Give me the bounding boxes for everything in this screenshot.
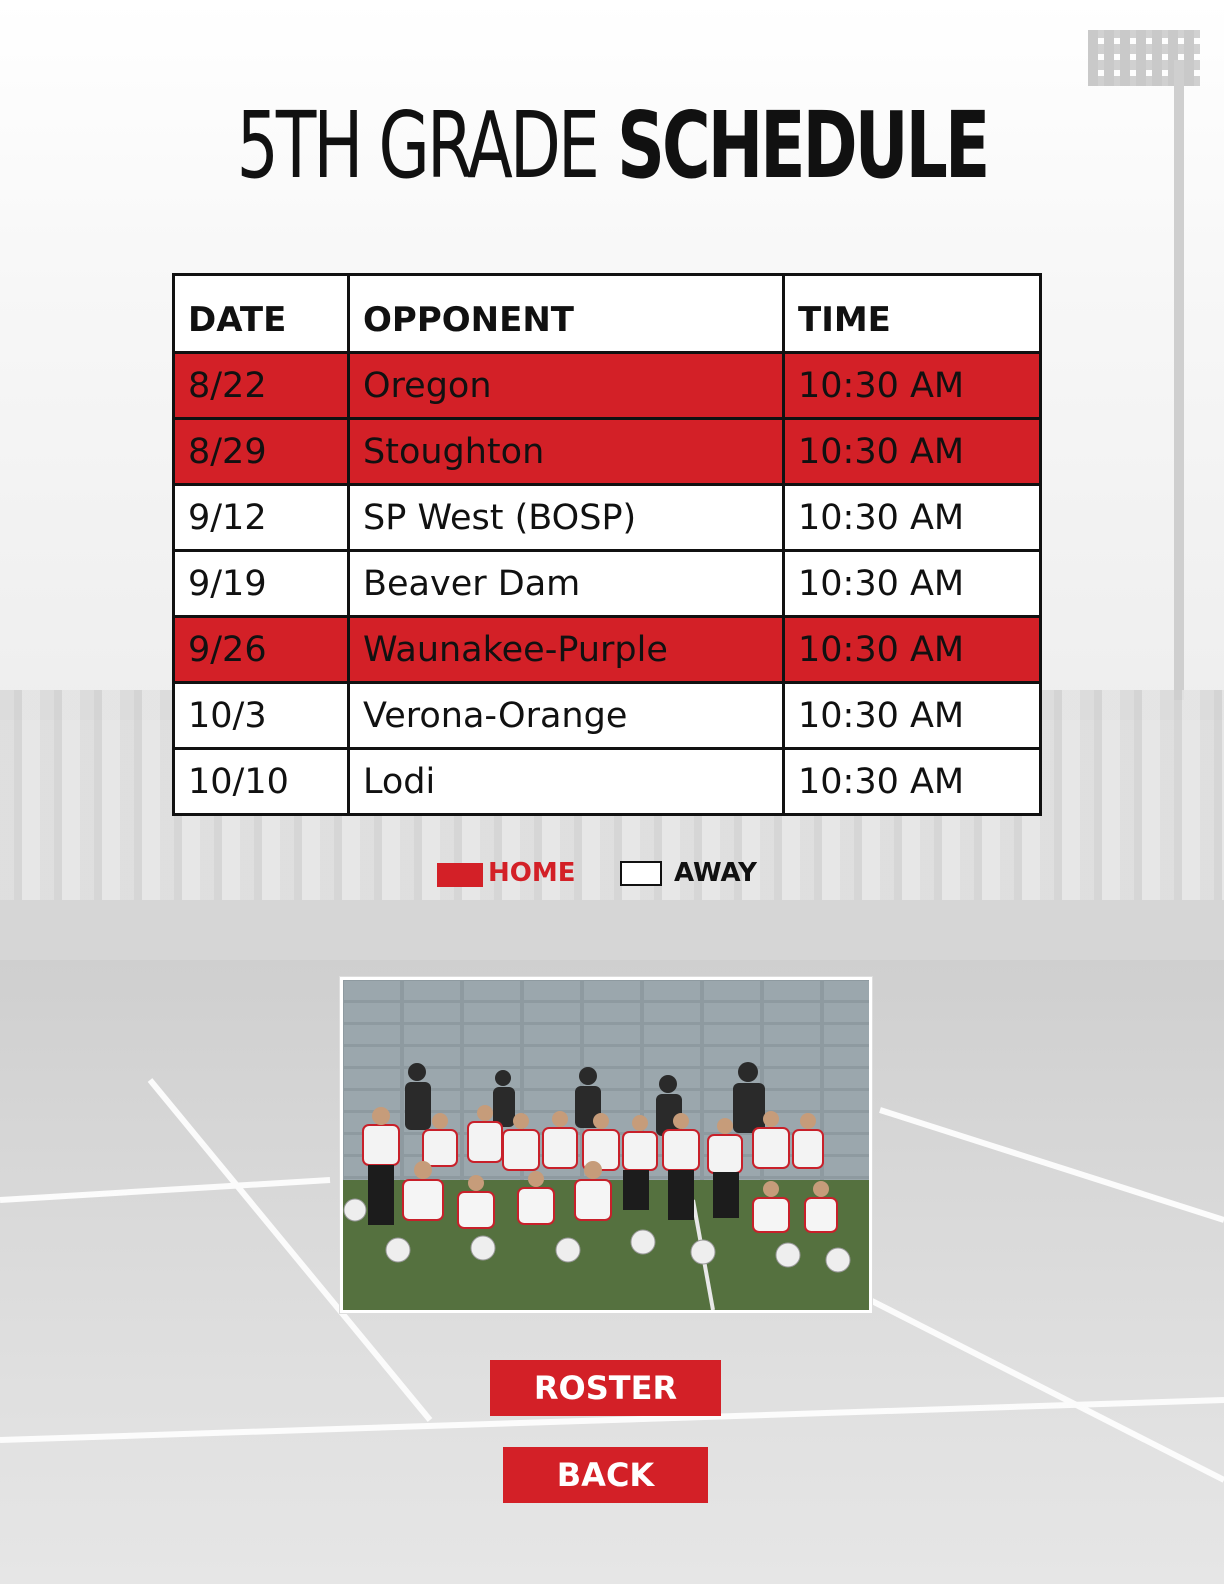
table-row <box>174 551 1041 617</box>
schedule-table <box>172 273 1042 816</box>
cell-opponent: Stoughton <box>349 419 784 485</box>
cell-date: 9/19 <box>174 551 349 617</box>
header-opponent: OPPONENT <box>349 275 784 353</box>
light-pole <box>1174 60 1184 700</box>
cell-opponent: Lodi <box>349 749 784 815</box>
cell-time: 10:30 AM <box>784 419 1041 485</box>
page-title <box>171 92 1052 199</box>
cell-date: 9/26 <box>174 617 349 683</box>
cell-time: 10:30 AM <box>784 683 1041 749</box>
home-swatch <box>437 863 483 887</box>
table-row <box>174 683 1041 749</box>
cell-date: 9/12 <box>174 485 349 551</box>
table-row <box>174 749 1041 815</box>
table-header-row <box>174 275 1041 353</box>
legend <box>0 858 1224 892</box>
cell-time: 10:30 AM <box>784 749 1041 815</box>
header-time: TIME <box>784 275 1041 353</box>
roster-button[interactable]: ROSTER <box>490 1360 721 1416</box>
back-button[interactable]: BACK <box>503 1447 708 1503</box>
table-row <box>174 617 1041 683</box>
cell-date: 10/3 <box>174 683 349 749</box>
cell-date: 10/10 <box>174 749 349 815</box>
cell-time: 10:30 AM <box>784 551 1041 617</box>
legend-home-label: HOME <box>488 858 576 888</box>
cell-opponent: Waunakee-Purple <box>349 617 784 683</box>
cell-time: 10:30 AM <box>784 617 1041 683</box>
title-bold: SCHEDULE <box>617 92 988 199</box>
cell-opponent: Verona-Orange <box>349 683 784 749</box>
cell-opponent: SP West (BOSP) <box>349 485 784 551</box>
table-row <box>174 419 1041 485</box>
table-row <box>174 353 1041 419</box>
team-photo-image <box>343 980 869 1310</box>
cell-date: 8/29 <box>174 419 349 485</box>
table-row <box>174 485 1041 551</box>
title-light: 5TH GRADE <box>236 92 598 199</box>
cell-opponent: Beaver Dam <box>349 551 784 617</box>
legend-away-label: AWAY <box>674 858 757 888</box>
cell-time: 10:30 AM <box>784 353 1041 419</box>
header-date: DATE <box>174 275 349 353</box>
cell-date: 8/22 <box>174 353 349 419</box>
cell-opponent: Oregon <box>349 353 784 419</box>
team-photo <box>340 977 872 1313</box>
away-swatch <box>620 861 662 886</box>
cell-time: 10:30 AM <box>784 485 1041 551</box>
